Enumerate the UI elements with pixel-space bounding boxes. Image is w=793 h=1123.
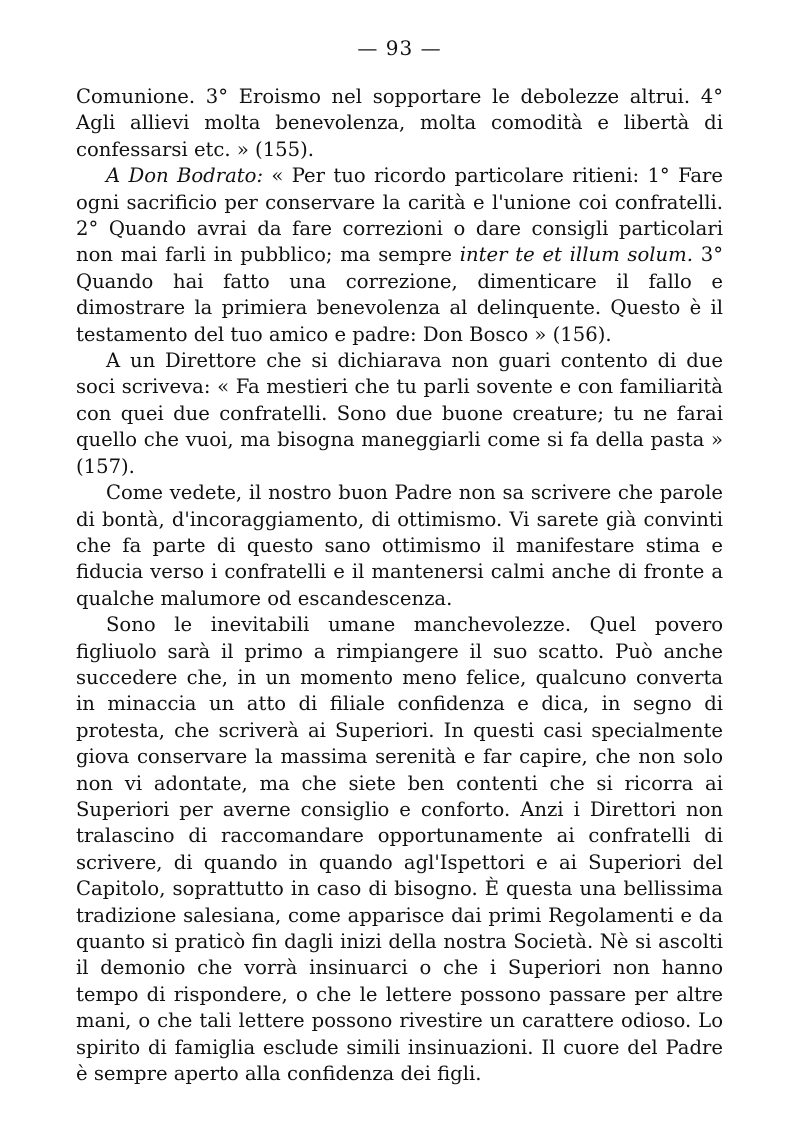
text-run-italic: inter te et illum solum. (459, 243, 693, 267)
body-text (76, 84, 723, 1087)
text-run: A un Direttore che si dichiarava non guari contento di due soci scriveva: « Fa mestieri che tu parli sovente e con familiarità con quei due confratelli. Sono due buone creature; tu ne farai quello che vuoi, ma bisogna maneggiarli come si fa della pasta » (157). (76, 349, 723, 478)
paragraph (76, 612, 723, 1087)
text-run: 3° Quando hai fatto una correzione, dimenticare il fallo e dimostrare la primiera benevolenza al delinquente. Questo è il testamento del tuo amico e padre: Don Bosco » (156). (76, 243, 723, 346)
page-number: — 93 — (357, 36, 442, 60)
paragraph (76, 84, 723, 163)
text-run: Comunione. 3° Eroismo nel sopportare le debolezze altrui. 4° Agli allievi molta benevolenza, molta comodità e libertà di confessarsi etc. » (155). (76, 85, 723, 161)
text-run: Come vedete, il nostro buon Padre non sa scrivere che parole di bontà, d'incoraggiamento, di ottimismo. Vi sarete già convinti che fa parte di questo sano ottimismo il manifestare stima e fiducia verso i confratelli e il mantenersi calmi anche di fronte a qualche malumore od escandescenza. (76, 481, 723, 610)
text-run: Sono le inevitabili umane manchevolezze. Quel povero figliuolo sarà il primo a rimpiangere il suo scatto. Può anche succedere che, in un momento meno felice, qualcuno converta in minaccia un atto di filiale confidenza e dica, in segno di protesta, che scriverà ai Superiori. In questi casi specialmente giova conservare la massima serenità e far capire, che non solo non vi adontate, ma che siete ben contenti che si ricorra ai Superiori per averne consiglio e conforto. Anzi i Direttori non tralascino di raccomandare opportunamente ai confratelli di scrivere, di quando in quando agl'Ispettori e ai Superiori del Capitolo, soprattutto in caso di bisogno. È questa una bellissima tradizione salesiana, come apparisce dai primi Regolamenti e da quanto si praticò fin dagli inizi della nostra Società. Nè si ascolti il demonio che vorrà insinuarci o che i Superiori non hanno tempo di rispondere, o che le lettere possono passare per altre mani, o che tali lettere possono rivestire un carattere odioso. Lo spirito di famiglia esclude simili insinuazioni. Il cuore del Padre è sempre aperto alla confidenza dei figli. (76, 613, 723, 1086)
paragraph (76, 480, 723, 612)
paragraph (76, 348, 723, 480)
text-run: « Per tuo ricordo particolare ritieni: 1° Fare ogni sacrificio per conservare la carità e l'unione coi confratelli. 2° Quando avrai da fare correzioni o dare consigli particolari non mai farli in pubblico; ma sempre (76, 164, 723, 267)
paragraph (76, 163, 723, 348)
text-run-italic: A Don Bodrato: (106, 164, 272, 188)
